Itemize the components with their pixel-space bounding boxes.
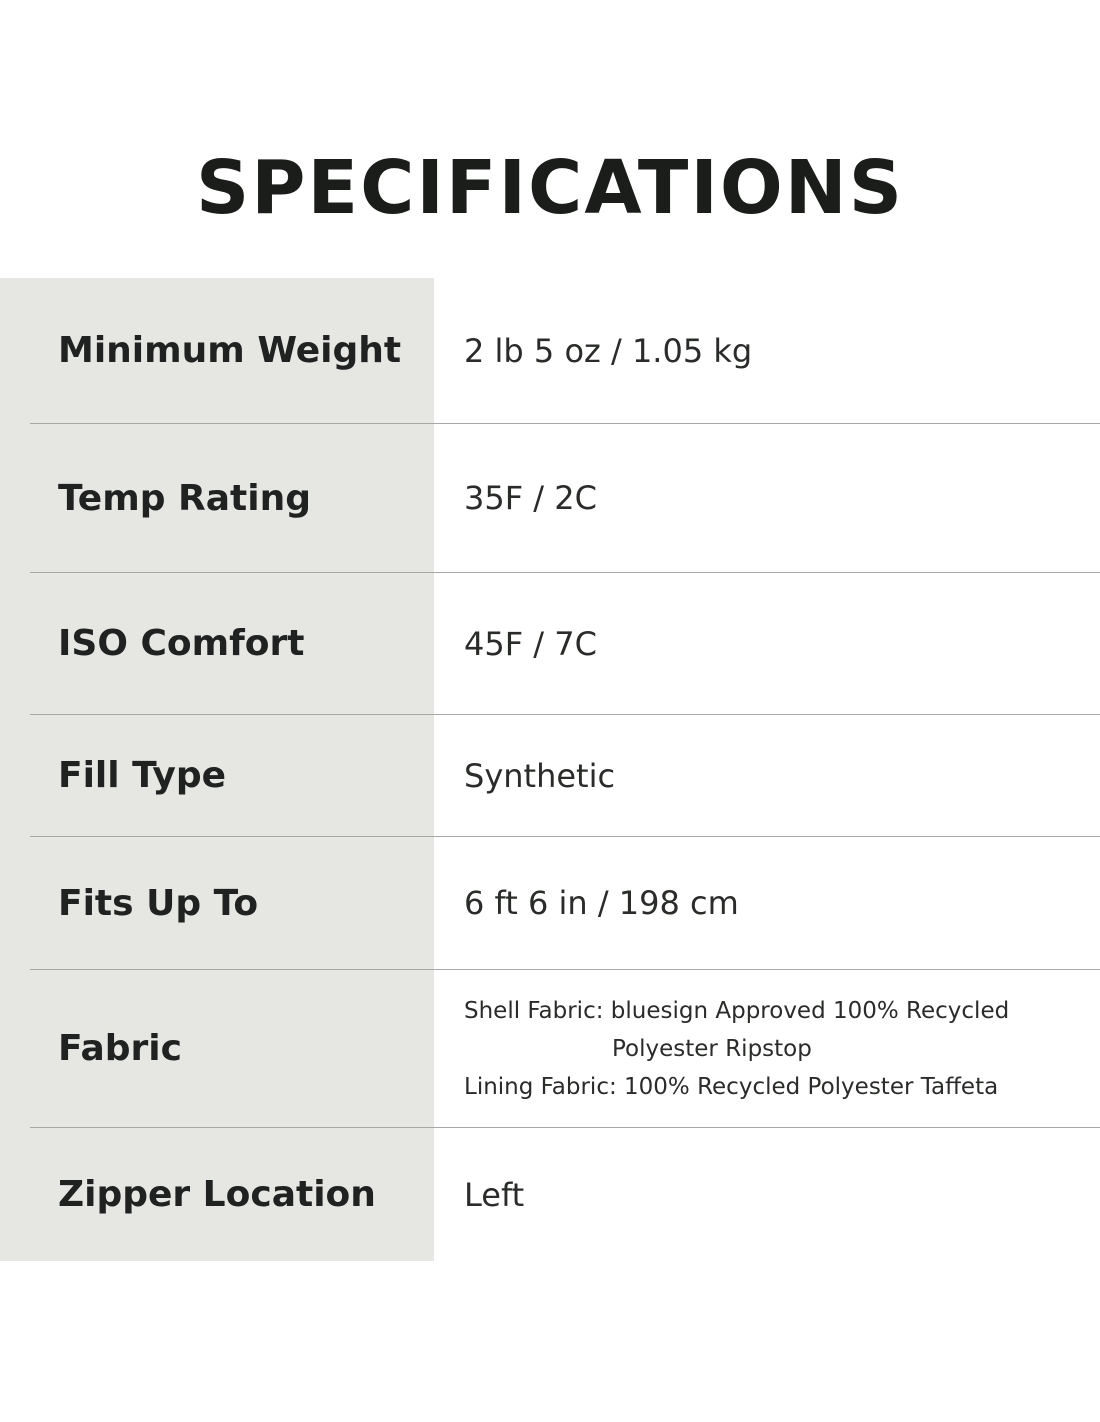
spec-label: Zipper Location — [58, 1174, 376, 1215]
spec-value-line: Polyester Ripstop — [612, 1035, 812, 1062]
page-title: SPECIFICATIONS — [196, 145, 904, 231]
spec-label: ISO Comfort — [58, 623, 305, 664]
spec-row-fill-type — [0, 715, 1100, 836]
spec-row-fits-up-to — [0, 837, 1100, 969]
spec-row-iso-comfort — [0, 573, 1100, 714]
spec-label: Minimum Weight — [58, 330, 402, 371]
spec-value: 6 ft 6 in / 198 cm — [464, 884, 739, 922]
spec-row-minimum-weight — [0, 278, 1100, 423]
spec-label: Fill Type — [58, 755, 227, 796]
spec-value: 45F / 7C — [464, 624, 597, 663]
spec-row-temp-rating — [0, 424, 1100, 572]
spec-value: 35F / 2C — [464, 479, 597, 517]
spec-value — [464, 970, 1009, 1127]
spec-row-zipper-location — [0, 1128, 1100, 1261]
spec-value-line: Lining Fabric: 100% Recycled Polyester Taffeta — [464, 1073, 999, 1100]
spec-row-fabric — [0, 970, 1100, 1127]
spec-label: Temp Rating — [58, 477, 311, 519]
spec-label: Fabric — [58, 1028, 182, 1069]
spec-value: 2 lb 5 oz / 1.05 kg — [464, 331, 753, 370]
spec-value: Synthetic — [464, 756, 616, 795]
spec-label: Fits Up To — [58, 882, 259, 924]
spec-value-line: Shell Fabric: bluesign Approved 100% Recycled — [464, 997, 1010, 1024]
spec-value: Left — [464, 1175, 525, 1214]
